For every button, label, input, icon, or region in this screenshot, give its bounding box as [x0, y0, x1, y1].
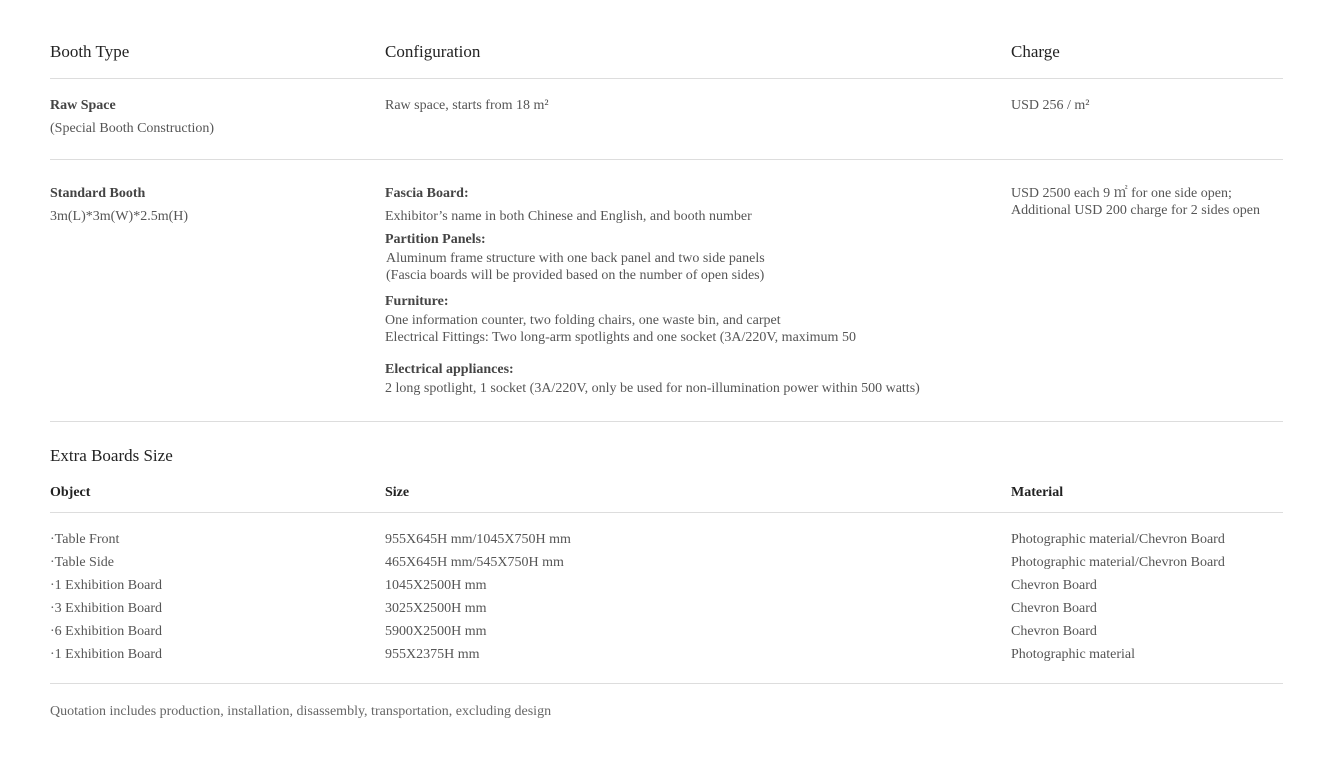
fascia-label: Fascia Board: — [385, 186, 469, 201]
electrical-text: 2 long spotlight, 1 socket (3A/220V, only be used for non-illumination power within 500 watts) — [385, 381, 920, 396]
extra-boards-title: Extra Boards Size — [50, 446, 173, 465]
furniture-line-1: One information counter, two folding chairs, one waste bin, and carpet — [385, 313, 781, 328]
raw-space-charge: USD 256 / m² — [1011, 98, 1090, 113]
standard-booth-title: Standard Booth — [50, 186, 146, 201]
object-cell: ·6 Exhibition Board — [50, 624, 162, 639]
header-size: Size — [385, 485, 410, 500]
standard-booth-type — [50, 185, 188, 225]
header-booth-type: Booth Type — [50, 42, 130, 61]
material-cell: Photographic material/Chevron Board — [1011, 555, 1225, 570]
raw-space-config: Raw space, starts from 18 m² — [385, 98, 549, 113]
table-row-standard-booth — [50, 185, 1283, 422]
header-configuration: Configuration — [385, 42, 481, 61]
list-item — [50, 577, 1283, 600]
size-cell: 3025X2500H mm — [385, 601, 487, 616]
material-cell: Photographic material/Chevron Board — [1011, 532, 1225, 547]
list-item — [50, 554, 1283, 577]
booth-table-header — [50, 42, 1283, 79]
material-cell: Chevron Board — [1011, 601, 1097, 616]
standard-booth-config — [385, 185, 920, 397]
table-row-raw-space — [50, 97, 1283, 160]
fascia-text: Exhibitor’s name in both Chinese and English, and booth number — [385, 209, 752, 224]
material-cell: Chevron Board — [1011, 624, 1097, 639]
electrical-label: Electrical appliances: — [385, 362, 514, 377]
object-cell: ·1 Exhibition Board — [50, 578, 162, 593]
object-cell: ·3 Exhibition Board — [50, 601, 162, 616]
partition-line-1: Aluminum frame structure with one back panel and two side panels — [386, 251, 765, 266]
standard-charge-line-2: Additional USD 200 charge for 2 sides open — [1011, 203, 1260, 218]
material-cell: Photographic material — [1011, 647, 1136, 662]
raw-space-title: Raw Space — [50, 98, 116, 113]
header-charge: Charge — [1011, 42, 1060, 61]
size-cell: 465X645H mm/545X750H mm — [385, 555, 564, 570]
object-cell: ·Table Front — [50, 532, 120, 547]
list-item — [50, 646, 1283, 669]
extra-boards-list — [50, 531, 1283, 684]
standard-charge-line-1: USD 2500 each 9 ㎡ for one side open; — [1011, 186, 1232, 201]
furniture-label: Furniture: — [385, 294, 449, 309]
object-cell: ·Table Side — [50, 555, 114, 570]
list-item — [50, 623, 1283, 646]
size-cell: 1045X2500H mm — [385, 578, 487, 593]
header-material: Material — [1011, 485, 1064, 500]
partition-label: Partition Panels: — [385, 232, 486, 247]
size-cell: 955X645H mm/1045X750H mm — [385, 532, 571, 547]
header-object: Object — [50, 485, 91, 500]
extra-boards-header — [50, 484, 1283, 513]
raw-space-type — [50, 97, 214, 137]
list-item — [50, 600, 1283, 623]
partition-line-2: (Fascia boards will be provided based on the number of open sides) — [386, 268, 765, 283]
size-cell: 955X2375H mm — [385, 647, 480, 662]
object-cell: ·1 Exhibition Board — [50, 647, 162, 662]
quotation-footnote: Quotation includes production, installation, disassembly, transportation, excluding design — [50, 704, 552, 719]
raw-space-subtitle: (Special Booth Construction) — [50, 121, 215, 136]
size-cell: 5900X2500H mm — [385, 624, 487, 639]
list-item — [50, 531, 1283, 554]
standard-booth-charge — [1011, 185, 1260, 219]
standard-booth-dimensions: 3m(L)*3m(W)*2.5m(H) — [50, 209, 189, 224]
furniture-line-2: Electrical Fittings: Two long-arm spotlights and one socket (3A/220V, maximum 50 — [385, 330, 856, 345]
material-cell: Chevron Board — [1011, 578, 1097, 593]
